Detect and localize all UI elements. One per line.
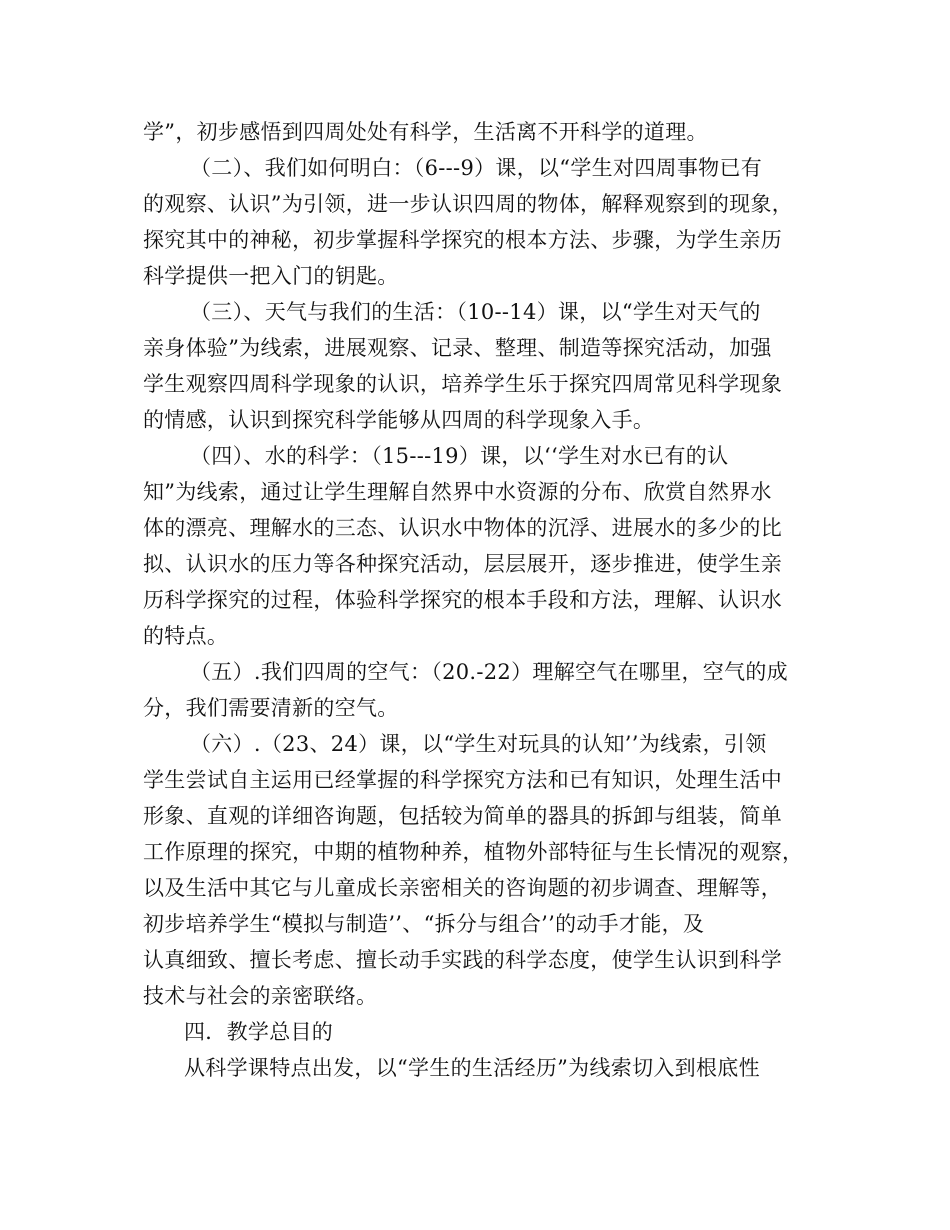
text-line: 以及生活中其它与儿童成长亲密相关的咨询题的初步调查、理解等， <box>143 876 782 900</box>
text-line: 技术与社会的亲密联络。 <box>143 984 378 1008</box>
text-line: 科学提供一把入门的钥匙。 <box>143 264 399 288</box>
section-heading: 四．教学总目的 <box>184 1020 334 1044</box>
paragraph-heading-2: （二）、我们如何明白：（6---9）课，以“学生对四周事物已有 <box>190 156 763 180</box>
text-line: 工作原理的探究，中期的植物种养，植物外部特征与生长情况的观察， <box>143 840 804 864</box>
text-line: 从科学课特点出发，以“学生的生活经历”为线索切入到根底性 <box>184 1056 760 1080</box>
text-line: 认真细致、擅长考虑、擅长动手实践的科学态度，使学生认识到科学 <box>143 948 782 972</box>
text-line: 体的漂亮、理解水的三态、认识水中物体的沉浮、进展水的多少的比 <box>143 516 782 540</box>
text-line: 学生观察四周科学现象的认识，培养学生乐于探究四周常见科学现象 <box>143 372 782 396</box>
text-line: 形象、直观的详细咨询题，包括较为简单的器具的拆卸与组装，简单 <box>143 804 782 828</box>
text-line: 学”，初步感悟到四周处处有科学，生活离不开科学的道理。 <box>143 120 708 144</box>
text-line: 的观察、认识”为引领，进一步认识四周的物体，解释观察到的现象， <box>143 192 794 216</box>
text-line: 知”为线索，通过让学生理解自然界中水资源的分布、欣赏自然界水 <box>143 480 772 504</box>
text-line: 初步培养学生“模拟与制造’’、“拆分与组合’’的动手才能，及 <box>143 912 705 936</box>
text-line: 历科学探究的过程，体验科学探究的根本手段和方法，理解、认识水 <box>143 588 782 612</box>
paragraph-heading-6: （六）.（23、24）课，以“学生对玩具的认知’’为线索，引领 <box>190 732 767 756</box>
text-line: 的特点。 <box>143 624 229 648</box>
paragraph-heading-5: （五）.我们四周的空气：（20.-22）理解空气在哪里，空气的成 <box>190 660 788 684</box>
text-line: 拟、认识水的压力等各种探究活动，层层展开，逐步推进，使学生亲 <box>143 552 782 576</box>
text-line: 的情感，认识到探究科学能够从四周的科学现象入手。 <box>143 408 655 432</box>
text-line: 学生尝试自主运用已经掌握的科学探究方法和已有知识，处理生活中 <box>143 768 782 792</box>
text-line: 亲身体验”为线索，进展观察、记录、整理、制造等探究活动，加强 <box>143 336 772 360</box>
text-line: 探究其中的神秘，初步掌握科学探究的根本方法、步骤，为学生亲历 <box>143 228 782 252</box>
paragraph-heading-4: （四）、水的科学：（15---19）课，以‘‘学生对水已有的认 <box>190 444 729 468</box>
text-line: 分，我们需要清新的空气。 <box>143 696 399 720</box>
paragraph-heading-3: （三）、天气与我们的生活：（10--14）课，以“学生对天气的 <box>190 300 761 324</box>
